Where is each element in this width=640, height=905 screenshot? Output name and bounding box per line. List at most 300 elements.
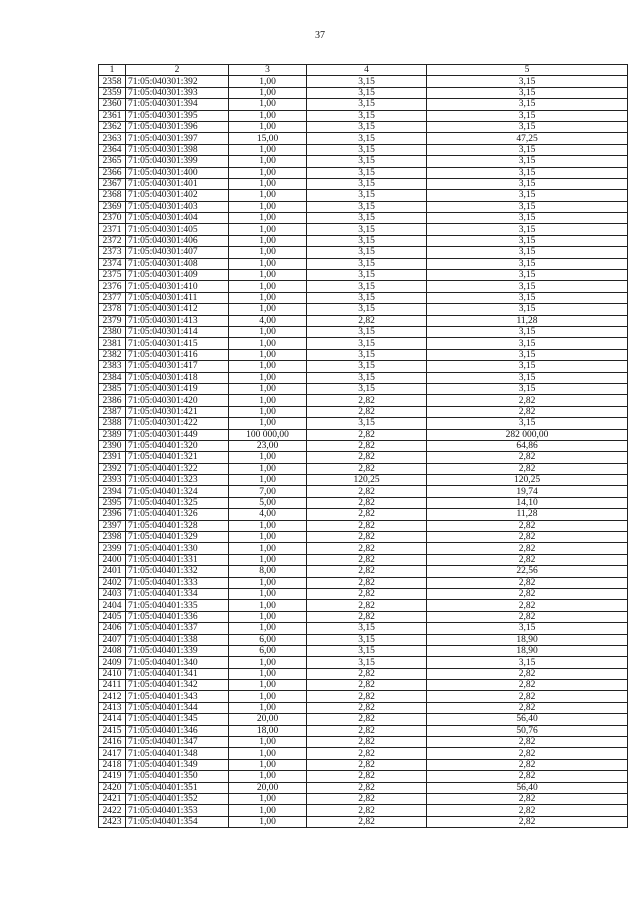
total-value-cell: 11,28 [427,315,628,326]
cadastral-number-cell: 71:05:040301:402 [126,190,229,201]
row-number-cell: 2365 [99,156,126,167]
rate-value-cell: 3,15 [307,235,427,246]
row-number-cell: 2379 [99,315,126,326]
total-value-cell: 2,82 [427,691,628,702]
cadastral-number-cell: 71:05:040401:330 [126,543,229,554]
rate-value-cell: 3,15 [307,247,427,258]
rate-value-cell: 2,82 [307,497,427,508]
cadastral-number-cell: 71:05:040301:405 [126,224,229,235]
header-cell-5: 5 [427,65,628,76]
quantity-value-cell: 4,00 [229,315,307,326]
quantity-value-cell: 1,00 [229,258,307,269]
cadastral-number-cell: 71:05:040301:419 [126,383,229,394]
quantity-value-cell: 1,00 [229,383,307,394]
row-number-cell: 2397 [99,520,126,531]
table-row [99,634,628,645]
total-value-cell: 56,40 [427,782,628,793]
row-number-cell: 2392 [99,463,126,474]
rate-value-cell: 2,82 [307,486,427,497]
cadastral-number-cell: 71:05:040401:324 [126,486,229,497]
quantity-value-cell: 1,00 [229,532,307,543]
rate-value-cell: 3,15 [307,167,427,178]
total-value-cell: 3,15 [427,213,628,224]
table-row [99,99,628,110]
cadastral-number-cell: 71:05:040301:409 [126,270,229,281]
table-row [99,816,628,827]
rate-value-cell: 2,82 [307,702,427,713]
total-value-cell: 2,82 [427,737,628,748]
quantity-value-cell: 1,00 [229,543,307,554]
quantity-value-cell: 1,00 [229,224,307,235]
quantity-value-cell: 1,00 [229,361,307,372]
quantity-value-cell: 1,00 [229,691,307,702]
row-number-cell: 2401 [99,566,126,577]
row-number-cell: 2370 [99,213,126,224]
cadastral-number-cell: 71:05:040401:343 [126,691,229,702]
total-value-cell: 3,15 [427,121,628,132]
rate-value-cell: 3,15 [307,338,427,349]
total-value-cell: 3,15 [427,349,628,360]
total-value-cell: 2,82 [427,406,628,417]
rate-value-cell: 2,82 [307,782,427,793]
cadastral-number-cell: 71:05:040301:392 [126,76,229,87]
table-row [99,144,628,155]
rate-value-cell: 3,15 [307,110,427,121]
cadastral-number-cell: 71:05:040401:323 [126,475,229,486]
cadastral-number-cell: 71:05:040401:322 [126,463,229,474]
total-value-cell: 2,82 [427,680,628,691]
header-cell-1: 1 [99,65,126,76]
table-row [99,486,628,497]
quantity-value-cell: 7,00 [229,486,307,497]
rate-value-cell: 2,82 [307,406,427,417]
table-row [99,623,628,634]
quantity-value-cell: 1,00 [229,76,307,87]
table-row [99,361,628,372]
quantity-value-cell: 18,00 [229,725,307,736]
row-number-cell: 2396 [99,509,126,520]
rate-value-cell: 3,15 [307,383,427,394]
table-row [99,429,628,440]
total-value-cell: 120,25 [427,475,628,486]
total-value-cell: 2,82 [427,771,628,782]
cadastral-number-cell: 71:05:040301:403 [126,201,229,212]
table-row [99,156,628,167]
cadastral-number-cell: 71:05:040301:397 [126,133,229,144]
quantity-value-cell: 1,00 [229,178,307,189]
table-row [99,201,628,212]
rate-value-cell: 3,15 [307,201,427,212]
row-number-cell: 2367 [99,178,126,189]
row-number-cell: 2421 [99,794,126,805]
quantity-value-cell: 1,00 [229,213,307,224]
table-row [99,725,628,736]
cadastral-number-cell: 71:05:040401:334 [126,588,229,599]
row-number-cell: 2398 [99,532,126,543]
total-value-cell: 64,86 [427,440,628,451]
rate-value-cell: 3,15 [307,634,427,645]
cadastral-number-cell: 71:05:040401:341 [126,668,229,679]
cadastral-number-cell: 71:05:040301:414 [126,326,229,337]
total-value-cell: 3,15 [427,156,628,167]
quantity-value-cell: 1,00 [229,657,307,668]
total-value-cell: 11,28 [427,509,628,520]
cadastral-number-cell: 71:05:040301:399 [126,156,229,167]
total-value-cell: 14,10 [427,497,628,508]
quantity-value-cell: 1,00 [229,406,307,417]
row-number-cell: 2413 [99,702,126,713]
cadastral-number-cell: 71:05:040301:406 [126,235,229,246]
rate-value-cell: 2,82 [307,668,427,679]
row-number-cell: 2373 [99,247,126,258]
total-value-cell: 3,15 [427,326,628,337]
row-number-cell: 2366 [99,167,126,178]
rate-value-cell: 3,15 [307,178,427,189]
row-number-cell: 2405 [99,611,126,622]
total-value-cell: 3,15 [427,372,628,383]
row-number-cell: 2387 [99,406,126,417]
row-number-cell: 2385 [99,383,126,394]
total-value-cell: 3,15 [427,235,628,246]
total-value-cell: 3,15 [427,190,628,201]
total-value-cell: 2,82 [427,816,628,827]
cadastral-number-cell: 71:05:040301:420 [126,395,229,406]
rate-value-cell: 2,82 [307,794,427,805]
quantity-value-cell: 1,00 [229,338,307,349]
table-row [99,213,628,224]
cadastral-number-cell: 71:05:040301:422 [126,418,229,429]
rate-value-cell: 3,15 [307,372,427,383]
row-number-cell: 2364 [99,144,126,155]
cadastral-number-cell: 71:05:040301:395 [126,110,229,121]
total-value-cell: 3,15 [427,292,628,303]
cadastral-number-cell: 71:05:040401:342 [126,680,229,691]
row-number-cell: 2372 [99,235,126,246]
row-number-cell: 2414 [99,714,126,725]
row-number-cell: 2408 [99,645,126,656]
table-row [99,190,628,201]
total-value-cell: 2,82 [427,520,628,531]
row-number-cell: 2381 [99,338,126,349]
cadastral-number-cell: 71:05:040401:333 [126,577,229,588]
row-number-cell: 2362 [99,121,126,132]
table-row [99,497,628,508]
total-value-cell: 2,82 [427,463,628,474]
quantity-value-cell: 1,00 [229,475,307,486]
row-number-cell: 2402 [99,577,126,588]
rate-value-cell: 3,15 [307,121,427,132]
total-value-cell: 3,15 [427,657,628,668]
total-value-cell: 3,15 [427,247,628,258]
rate-value-cell: 3,15 [307,99,427,110]
total-value-cell: 2,82 [427,588,628,599]
quantity-value-cell: 20,00 [229,782,307,793]
row-number-cell: 2361 [99,110,126,121]
rate-value-cell: 2,82 [307,452,427,463]
table-row [99,645,628,656]
total-value-cell: 56,40 [427,714,628,725]
row-number-cell: 2380 [99,326,126,337]
total-value-cell: 3,15 [427,76,628,87]
table-row [99,543,628,554]
total-value-cell: 3,15 [427,281,628,292]
quantity-value-cell: 1,00 [229,292,307,303]
rate-value-cell: 3,15 [307,418,427,429]
quantity-value-cell: 1,00 [229,156,307,167]
quantity-value-cell: 6,00 [229,645,307,656]
rate-value-cell: 3,15 [307,133,427,144]
table-row [99,794,628,805]
cadastral-number-cell: 71:05:040301:400 [126,167,229,178]
rate-value-cell: 3,15 [307,349,427,360]
cadastral-number-cell: 71:05:040301:407 [126,247,229,258]
quantity-value-cell: 1,00 [229,588,307,599]
quantity-value-cell: 1,00 [229,463,307,474]
row-number-cell: 2393 [99,475,126,486]
row-number-cell: 2388 [99,418,126,429]
total-value-cell: 2,82 [427,759,628,770]
total-value-cell: 3,15 [427,383,628,394]
table-row [99,76,628,87]
cadastral-number-cell: 71:05:040401:351 [126,782,229,793]
quantity-value-cell: 1,00 [229,247,307,258]
total-value-cell: 2,82 [427,668,628,679]
rate-value-cell: 3,15 [307,623,427,634]
table-row [99,668,628,679]
cadastral-number-cell: 71:05:040301:401 [126,178,229,189]
rate-value-cell: 3,15 [307,258,427,269]
row-number-cell: 2363 [99,133,126,144]
rate-value-cell: 2,82 [307,577,427,588]
rate-value-cell: 2,82 [307,532,427,543]
row-number-cell: 2420 [99,782,126,793]
cadastral-number-cell: 71:05:040401:340 [126,657,229,668]
cadastral-number-cell: 71:05:040401:338 [126,634,229,645]
row-number-cell: 2376 [99,281,126,292]
table-row [99,759,628,770]
quantity-value-cell: 1,00 [229,623,307,634]
rate-value-cell: 3,15 [307,361,427,372]
quantity-value-cell: 6,00 [229,634,307,645]
table-row [99,178,628,189]
cadastral-number-cell: 71:05:040401:325 [126,497,229,508]
quantity-value-cell: 1,00 [229,235,307,246]
rate-value-cell: 3,15 [307,156,427,167]
table-row [99,440,628,451]
rate-value-cell: 120,25 [307,475,427,486]
table-row [99,771,628,782]
total-value-cell: 18,90 [427,645,628,656]
cadastral-number-cell: 71:05:040301:413 [126,315,229,326]
cadastral-number-cell: 71:05:040301:394 [126,99,229,110]
quantity-value-cell: 1,00 [229,372,307,383]
quantity-value-cell: 1,00 [229,816,307,827]
cadastral-number-cell: 71:05:040301:418 [126,372,229,383]
cadastral-number-cell: 71:05:040301:396 [126,121,229,132]
row-number-cell: 2403 [99,588,126,599]
total-value-cell: 50,76 [427,725,628,736]
quantity-value-cell: 1,00 [229,110,307,121]
cadastral-number-cell: 71:05:040401:346 [126,725,229,736]
row-number-cell: 2359 [99,87,126,98]
total-value-cell: 3,15 [427,418,628,429]
row-number-cell: 2384 [99,372,126,383]
cadastral-number-cell: 71:05:040401:345 [126,714,229,725]
quantity-value-cell: 1,00 [229,99,307,110]
table-row [99,691,628,702]
quantity-value-cell: 5,00 [229,497,307,508]
quantity-value-cell: 1,00 [229,87,307,98]
row-number-cell: 2399 [99,543,126,554]
row-number-cell: 2394 [99,486,126,497]
row-number-cell: 2417 [99,748,126,759]
row-number-cell: 2386 [99,395,126,406]
table-row [99,110,628,121]
header-cell-3: 3 [229,65,307,76]
cadastral-number-cell: 71:05:040301:393 [126,87,229,98]
total-value-cell: 2,82 [427,452,628,463]
table-row [99,395,628,406]
rate-value-cell: 3,15 [307,224,427,235]
table-row [99,600,628,611]
cadastral-number-cell: 71:05:040401:336 [126,611,229,622]
table-row [99,532,628,543]
rate-value-cell: 2,82 [307,805,427,816]
total-value-cell: 3,15 [427,361,628,372]
cadastral-number-cell: 71:05:040401:354 [126,816,229,827]
rate-value-cell: 2,82 [307,395,427,406]
header-cell-4: 4 [307,65,427,76]
quantity-value-cell: 20,00 [229,714,307,725]
quantity-value-cell: 23,00 [229,440,307,451]
rate-value-cell: 3,15 [307,304,427,315]
quantity-value-cell: 1,00 [229,395,307,406]
rate-value-cell: 2,82 [307,714,427,725]
total-value-cell: 2,82 [427,395,628,406]
total-value-cell: 22,56 [427,566,628,577]
table-row [99,315,628,326]
row-number-cell: 2404 [99,600,126,611]
rate-value-cell: 2,82 [307,509,427,520]
table-row [99,326,628,337]
quantity-value-cell: 1,00 [229,349,307,360]
quantity-value-cell: 1,00 [229,520,307,531]
rate-value-cell: 2,82 [307,748,427,759]
table-row [99,463,628,474]
cadastral-number-cell: 71:05:040401:326 [126,509,229,520]
table-row [99,680,628,691]
rate-value-cell: 3,15 [307,76,427,87]
rate-value-cell: 2,82 [307,554,427,565]
table-row [99,224,628,235]
rate-value-cell: 2,82 [307,771,427,782]
rate-value-cell: 3,15 [307,657,427,668]
table-row [99,247,628,258]
rate-value-cell: 3,15 [307,292,427,303]
row-number-cell: 2377 [99,292,126,303]
row-number-cell: 2418 [99,759,126,770]
quantity-value-cell: 4,00 [229,509,307,520]
row-number-cell: 2358 [99,76,126,87]
cadastral-number-cell: 71:05:040301:404 [126,213,229,224]
quantity-value-cell: 1,00 [229,680,307,691]
row-number-cell: 2369 [99,201,126,212]
total-value-cell: 3,15 [427,178,628,189]
cadastral-number-cell: 71:05:040401:337 [126,623,229,634]
table-row [99,748,628,759]
cadastral-number-cell: 71:05:040401:321 [126,452,229,463]
row-number-cell: 2419 [99,771,126,782]
quantity-value-cell: 1,00 [229,748,307,759]
total-value-cell: 2,82 [427,600,628,611]
total-value-cell: 3,15 [427,224,628,235]
quantity-value-cell: 1,00 [229,794,307,805]
quantity-value-cell: 1,00 [229,190,307,201]
row-number-cell: 2390 [99,440,126,451]
cadastral-number-cell: 71:05:040401:339 [126,645,229,656]
table-row [99,452,628,463]
row-number-cell: 2375 [99,270,126,281]
row-number-cell: 2423 [99,816,126,827]
row-number-cell: 2368 [99,190,126,201]
total-value-cell: 2,82 [427,577,628,588]
table-row [99,258,628,269]
total-value-cell: 19,74 [427,486,628,497]
total-value-cell: 3,15 [427,304,628,315]
rate-value-cell: 3,15 [307,281,427,292]
quantity-value-cell: 1,00 [229,144,307,155]
table-row [99,270,628,281]
total-value-cell: 2,82 [427,554,628,565]
table-row [99,406,628,417]
row-number-cell: 2409 [99,657,126,668]
table-row [99,577,628,588]
cadastral-number-cell: 71:05:040301:417 [126,361,229,372]
total-value-cell: 3,15 [427,110,628,121]
total-value-cell: 3,15 [427,338,628,349]
total-value-cell: 2,82 [427,805,628,816]
row-number-cell: 2374 [99,258,126,269]
total-value-cell: 3,15 [427,144,628,155]
quantity-value-cell: 1,00 [229,805,307,816]
page-number: 37 [315,30,325,41]
rate-value-cell: 2,82 [307,600,427,611]
rate-value-cell: 2,82 [307,816,427,827]
rate-value-cell: 2,82 [307,680,427,691]
row-number-cell: 2412 [99,691,126,702]
row-number-cell: 2389 [99,429,126,440]
quantity-value-cell: 1,00 [229,554,307,565]
row-number-cell: 2383 [99,361,126,372]
table-row [99,372,628,383]
table-row [99,782,628,793]
table-row [99,235,628,246]
table-row [99,805,628,816]
quantity-value-cell: 1,00 [229,668,307,679]
total-value-cell: 3,15 [427,258,628,269]
rate-value-cell: 2,82 [307,737,427,748]
cadastral-number-cell: 71:05:040401:344 [126,702,229,713]
quantity-value-cell: 1,00 [229,771,307,782]
cadastral-number-cell: 71:05:040401:353 [126,805,229,816]
quantity-value-cell: 1,00 [229,759,307,770]
table-row [99,611,628,622]
cadastral-number-cell: 71:05:040301:412 [126,304,229,315]
table-row [99,554,628,565]
table-row [99,702,628,713]
rate-value-cell: 2,82 [307,315,427,326]
quantity-value-cell: 1,00 [229,452,307,463]
